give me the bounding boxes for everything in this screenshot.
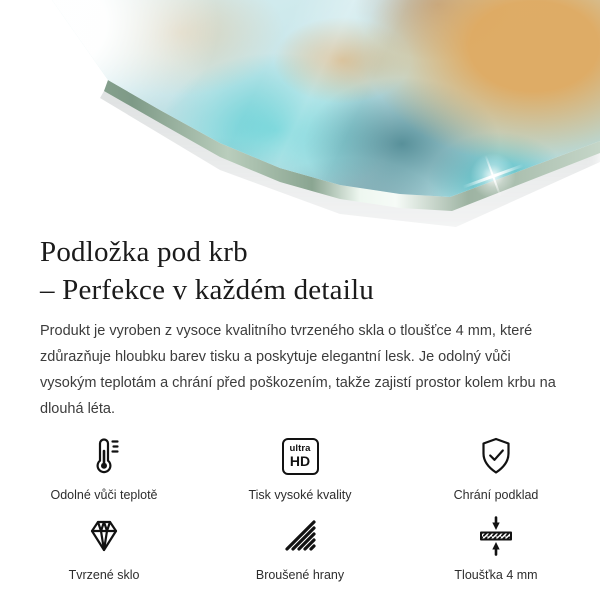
feature-label: Tisk vysoké kvality <box>248 488 352 503</box>
product-image <box>0 0 600 232</box>
feature-ultra-hd-print <box>202 434 398 503</box>
feature-tempered-glass <box>6 514 202 583</box>
thermometer-icon <box>82 434 126 478</box>
beveled-edges-icon <box>278 514 322 558</box>
product-description: Produkt je vyroben z vysoce kvalitního tvrzeného skla o tloušťce 4 mm, které zdůrazňuje hloubku barev tisku a poskytuje elegantní lesk. Je odolný vůči vysokým teplotám a chrání před poškozením, takže zajistí prostor kolem krbu na dlouhá léta. <box>40 323 556 418</box>
page-title-line1: Podložka pod krb <box>40 236 248 268</box>
feature-label: Chrání podklad <box>453 488 539 503</box>
feature-label: Odolné vůči teplotě <box>50 488 158 503</box>
page-title-line2: – Perfekce v každém detailu <box>40 273 374 306</box>
page-title <box>40 234 570 309</box>
ultra-hd-icon-text-top: ultra <box>289 443 311 455</box>
feature-label: Tloušťka 4 mm <box>454 568 538 583</box>
feature-label: Tvrzené sklo <box>68 568 140 583</box>
ultra-hd-icon <box>282 434 319 478</box>
feature-label: Broušené hrany <box>255 568 345 583</box>
diamond-icon <box>82 514 126 558</box>
product-info-section <box>0 232 600 422</box>
ultra-hd-icon-text-bottom: HD <box>289 453 311 470</box>
thickness-icon <box>474 514 518 558</box>
feature-polished-edges <box>202 514 398 583</box>
feature-heat-resistant <box>6 434 202 503</box>
features-grid <box>6 434 594 583</box>
shield-check-icon <box>474 434 518 478</box>
feature-thickness-4mm <box>398 514 594 583</box>
feature-protects-floor <box>398 434 594 503</box>
